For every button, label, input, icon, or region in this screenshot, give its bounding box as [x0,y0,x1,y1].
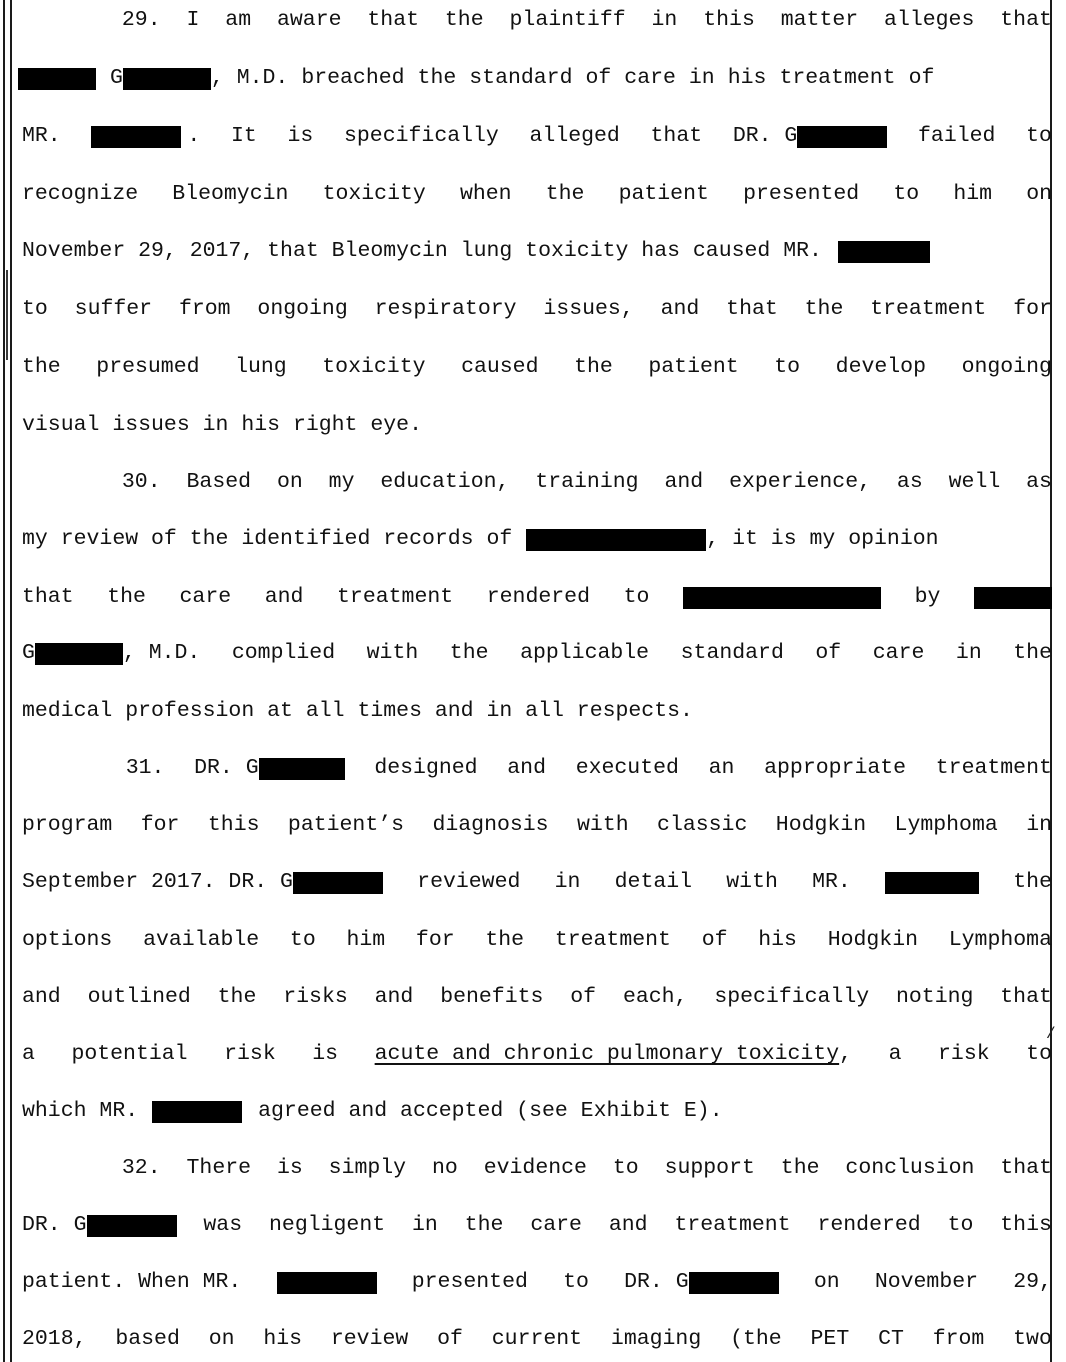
p29-line-2: G , M.D. breached the standard of care in his treatment of [18,58,1048,98]
redaction-block [18,68,96,90]
p29-line-8: visual issues in his right eye. [22,413,422,437]
redaction-block [152,1101,242,1123]
redaction-block [974,587,1052,609]
p30-line-4: G , M.D. complied with the applicable standard of care in the [22,641,1052,665]
redaction-block [293,872,383,894]
paragraph-number: 29. [121,8,161,32]
p29-line-6: to suffer from ongoing respiratory issues, and that the treatment for [22,297,1052,321]
left-margin-rule-inner [10,0,12,1362]
p29-line-7: the presumed lung toxicity caused the patient to develop ongoing [22,355,1052,379]
p32-line-4: 2018, based on his review of current imaging (the PET CT from two [22,1327,1052,1351]
redaction-block [797,126,887,148]
redaction-block [277,1272,377,1294]
underlined-phrase: acute and chronic pulmonary toxicity [374,1042,840,1066]
p31-line-3: September 2017. DR. G reviewed in detail with MR. the [22,870,1052,894]
redaction-block [91,126,181,148]
redaction-block [838,241,930,263]
paragraph-number: 31. [125,756,165,780]
margin-mark: / [1046,1025,1056,1043]
p30-line-1: 30. Based on my education, training and experience, as well as [22,462,1052,502]
p31-line-1: 31. DR. G designed and executed an appropriate treatment [22,748,1052,788]
redaction-block [683,587,881,609]
left-margin-stub [6,270,8,360]
p30-line-2: my review of the identified records of , it is my opinion [22,527,939,551]
p32-line-2: DR. G was negligent in the care and treatment rendered to this [22,1213,1052,1237]
p32-line-3: patient. When MR. presented to DR. G on November 29, [22,1270,1052,1294]
redaction-block [35,643,123,665]
p31-line-5: and outlined the risks and benefits of each, specifically noting that [22,985,1052,1009]
p32-line-1: 32. There is simply no evidence to support the conclusion that [22,1148,1052,1188]
p29-line-5: November 29, 2017, that Bleomycin lung toxicity has caused MR. [22,231,1052,271]
paragraph-number: 32. [121,1156,161,1180]
p29-line-4: recognize Bleomycin toxicity when the patient presented to him on [22,182,1052,206]
p31-line-7: which MR. agreed and accepted (see Exhibit E). [22,1099,723,1123]
redaction-block [885,872,979,894]
p30-line-5: medical profession at all times and in all respects. [22,699,693,723]
p31-line-6: a potential risk is acute and chronic pulmonary toxicity , a risk to [22,1034,1052,1074]
redaction-block [259,758,345,780]
left-margin-rule [3,0,5,1362]
paragraph-number: 30. [121,470,161,494]
p31-line-2: program for this patient’s diagnosis with classic Hodgkin Lymphoma in [22,813,1052,837]
p31-line-4: options available to him for the treatment of his Hodgkin Lymphoma [22,928,1052,952]
p29-line-1: 29. I am aware that the plaintiff in this matter alleges that [22,0,1052,40]
redaction-block [123,68,211,90]
redaction-block [689,1272,779,1294]
redaction-block [87,1215,177,1237]
redaction-block [526,529,706,551]
p29-line-3: MR. . It is specifically alleged that DR. G failed to [22,124,1052,148]
p30-line-3: that the care and treatment rendered to by [22,577,1052,617]
